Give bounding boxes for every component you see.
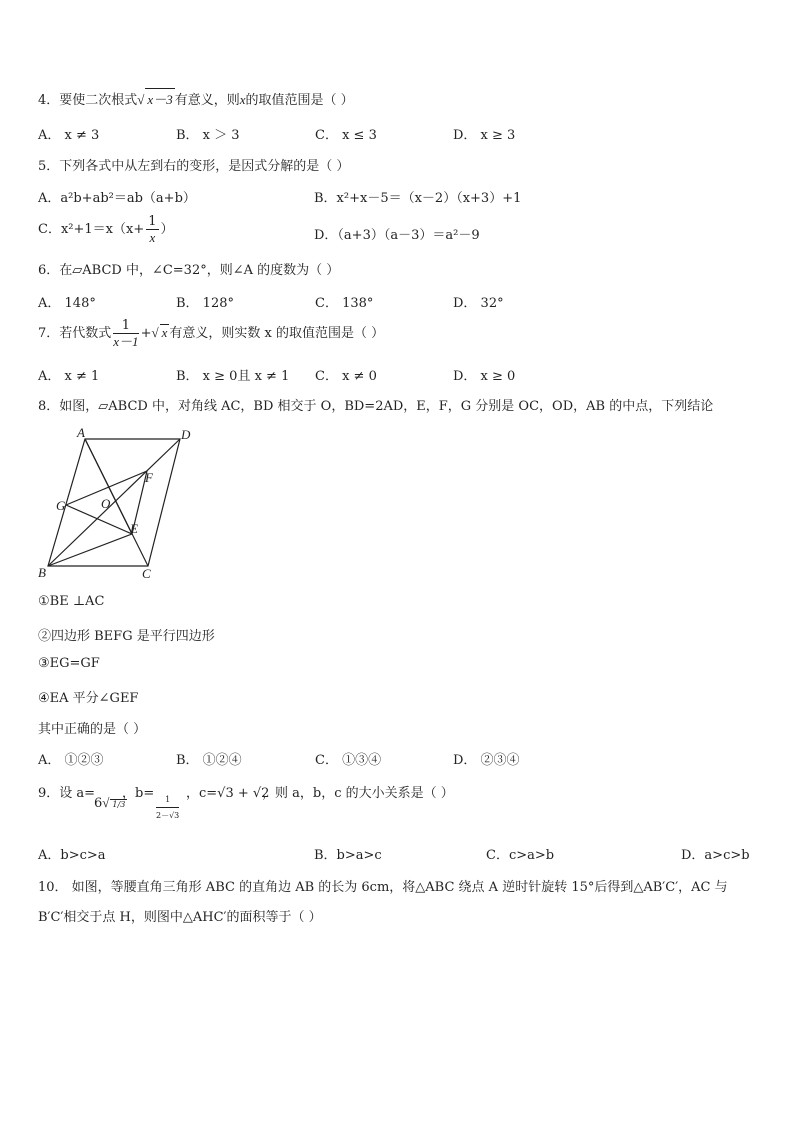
q9-option-b[interactable]: B．b>a>c (314, 848, 382, 863)
diagonal-bd (48, 439, 180, 566)
q9-b-label: ，b= (122, 786, 155, 801)
q6-option-b[interactable]: B． 128° (176, 296, 234, 311)
segment-ge (66, 505, 132, 534)
q5-option-c[interactable] (38, 214, 174, 245)
q4-prefix: 4．要使二次根式 (38, 93, 138, 108)
question-4: 4．要使二次根式√ x－3 有意义，则x的取值范围是（ ） (38, 88, 354, 108)
question-9-prefix: 9．设 a= (38, 786, 96, 801)
q9-b-numerator: 1 (156, 792, 179, 808)
q4-option-d[interactable]: D． x ≥ 3 (453, 128, 516, 143)
q4-mid: 有意义，则 (174, 93, 240, 108)
q8-statement-1: ①BE ⊥AC (38, 594, 105, 609)
segment-be (48, 534, 132, 566)
q8-statement-2: ②四边形 BEFG 是平行四边形 (38, 629, 215, 644)
q8-statement-3: ③EG=GF (38, 656, 100, 671)
q7-radicand: x (161, 325, 168, 340)
q9-b-denominator: 2－√3 (156, 811, 180, 820)
q5-option-c-pre: C．x²+1＝x（x+ (38, 222, 145, 237)
q9-option-c[interactable]: C．c>a>b (486, 848, 555, 863)
q4-option-a[interactable]: A． x ≠ 3 (38, 128, 100, 143)
q9-c-expression: ，c=√3 + √2 (186, 786, 270, 801)
label-f: F (145, 470, 153, 485)
q6-option-c[interactable]: C． 138° (315, 296, 374, 311)
label-g: G (56, 498, 66, 513)
q9-b-expression (154, 792, 181, 823)
q9-suffix: ，则 a，b，c 的大小关系是（ ） (262, 786, 454, 801)
q7-denominator: x－1 (113, 334, 139, 349)
q7-numerator: 1 (113, 318, 138, 334)
q6-option-d[interactable]: D． 32° (453, 296, 504, 311)
label-o: O (101, 496, 111, 511)
question-10-line-1: 10． 如图，等腰直角三角形 ABC 的直角边 AB 的长为 6cm，将△ABC 绕点 A 逆时针旋转 15°后得到△AB′C′，AC 与 (38, 880, 728, 895)
segment-ae (85, 439, 132, 534)
q5-option-d[interactable]: D．（a+3）（a－3）＝a²－9 (314, 228, 480, 243)
q5-option-c-denominator: x (149, 230, 156, 245)
q5-option-c-post: ） (160, 222, 174, 237)
q8-option-d[interactable]: D． ②③④ (453, 753, 520, 768)
q6-option-a[interactable]: A． 148° (38, 296, 96, 311)
q7-prefix: 7．若代数式 (38, 326, 112, 341)
q5-option-b[interactable]: B．x²+x－5＝（x－2）（x+3）+1 (314, 191, 522, 206)
q5-option-c-numerator: 1 (148, 214, 157, 229)
q9-option-d[interactable]: D．a>c>b (681, 848, 750, 863)
q4-option-c[interactable]: C． x ≤ 3 (315, 128, 377, 143)
q8-option-c[interactable]: C． ①③④ (315, 753, 382, 768)
question-8: 8．如图，▱ABCD 中，对角线 AC，BD 相交于 O，BD=2AD，E，F，G 分别是 OC，OD，AB 的中点，下列结论 (38, 399, 714, 414)
q7-suffix: 有意义，则实数 x 的取值范围是（ ） (169, 326, 385, 341)
label-c: C (142, 566, 151, 581)
q7-plus: + (140, 326, 152, 341)
q9-option-a[interactable]: A．b>c>a (38, 848, 106, 863)
q9-a-expression: 6√ 1/3 (94, 795, 126, 811)
q7-option-b[interactable]: B． x ≥ 0且 x ≠ 1 (176, 369, 290, 384)
q8-statement-4: ④EA 平分∠GEF (38, 691, 139, 706)
label-d: D (181, 427, 191, 442)
label-e: E (130, 521, 138, 536)
q8-option-a[interactable]: A． ①②③ (38, 753, 104, 768)
q7-option-d[interactable]: D． x ≥ 0 (453, 369, 516, 384)
label-a: A (77, 425, 85, 440)
q7-option-a[interactable]: A． x ≠ 1 (38, 369, 100, 384)
q8-option-b[interactable]: B． ①②④ (176, 753, 242, 768)
q8-question: 其中正确的是（ ） (38, 722, 147, 737)
question-6: 6．在▱ABCD 中，∠C=32°，则∠A 的度数为（ ） (38, 263, 340, 278)
label-b: B (38, 565, 46, 580)
q4-var: x (239, 92, 246, 107)
q9-a-coefficient: 6 (94, 796, 103, 811)
q4-suffix: 的取值范围是（ ） (245, 93, 354, 108)
question-10-line-2: B′C′相交于点 H，则图中△AHC′的面积等于（ ） (38, 910, 322, 925)
question-5: 5．下列各式中从左到右的变形，是因式分解的是（ ） (38, 159, 350, 174)
parallelogram-figure (30, 422, 210, 587)
q4-option-b[interactable]: B． x ＞ 3 (176, 128, 240, 143)
q7-option-c[interactable]: C． x ≠ 0 (315, 369, 377, 384)
q4-radicand: x－3 (145, 88, 174, 108)
q9-a-fraction: 1/3 (112, 800, 126, 809)
question-7: 7．若代数式 $\frac{1}{x-1}$ +√ x 有意义，则实数 x 的取值范围是（ ） (38, 318, 385, 349)
q5-option-a[interactable]: A．a²b+ab²＝ab（a+b） (38, 191, 196, 206)
